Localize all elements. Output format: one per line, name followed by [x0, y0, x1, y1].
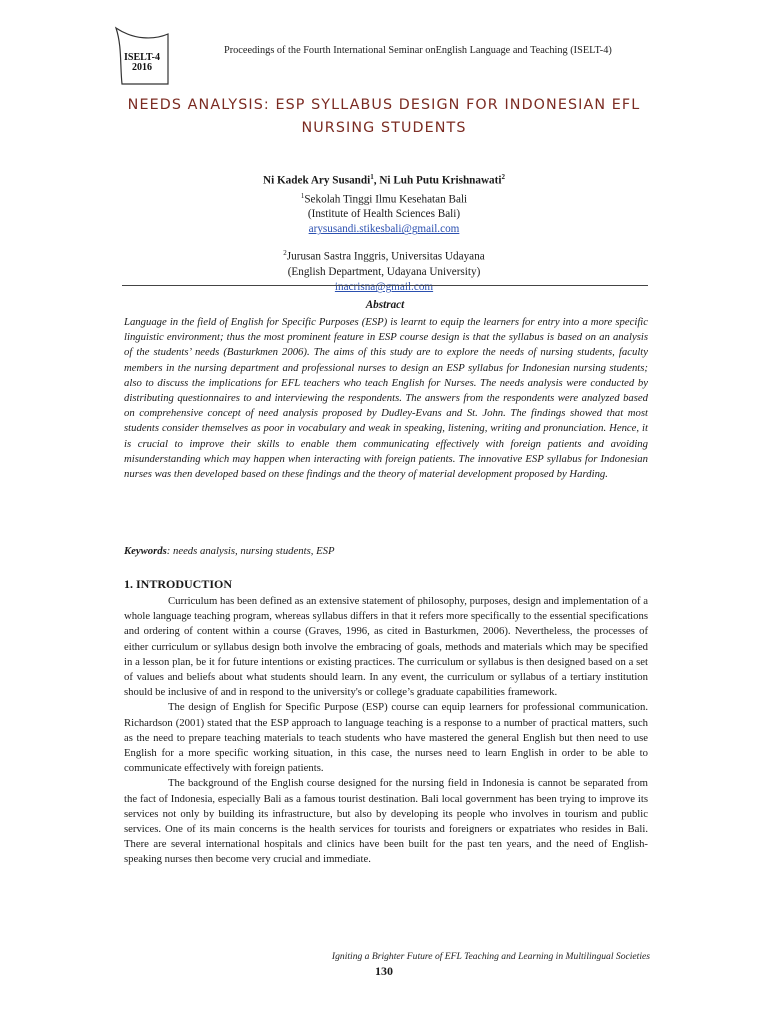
affiliation-1 — [120, 189, 648, 208]
affiliation-2-sup: 2 — [283, 249, 287, 258]
author-2-sup: 2 — [501, 173, 505, 181]
author-1-email-link[interactable]: arysusandi.stikesbali@gmail.com — [308, 223, 460, 236]
badge-line-2: 2016 — [132, 62, 152, 73]
abstract-text: Language in the field of English for Specific Purposes (ESP) is learnt to equip the learners for entry into a more specific linguistic environment; thus the most prominent feature in ESP course design is that the syllabus is based on an analysis of the students’ needs (Basturkmen 2006). The aims of this study are to explore the needs of nursing students, faculty members in the nursing department and professional nurses to design an ESP syllabus for Indonesian nursing students; also to discuss the implications for EFL teachers who teach English for Nurses. The needs analysis were conducted by distributing questionnaires to and interviewing the respondents. The answers from the respondents were analyzed based on comprehensive concept of need analysis proposed by Dudley-Evans and St. John. The findings showed that most students consider themselves as poor in vocabulary and weak in speaking, listening, writing and pronunciation. Hence, it is crucial to improve their skills to enable them communicating effectively with foreign patients and avoiding misunderstanding which may happen when interacting with foreign patients. The innovative ESP syllabus for Indonesian nurses was then developed based on these findings and the theory of material development proposed by Harding. — [124, 316, 648, 481]
author-2-name: Ni Luh Putu Krishnawati — [379, 174, 502, 187]
author-names — [120, 170, 648, 189]
keywords-label: Keywords — [124, 545, 167, 557]
introduction-body — [124, 594, 648, 868]
footer-tagline: Igniting a Brighter Future of EFL Teaching and Learning in Multilingual Societies — [331, 951, 650, 962]
affiliation-1-name: Sekolah Tinggi Ilmu Kesehatan Bali — [304, 193, 468, 206]
affiliation-2 — [120, 246, 648, 265]
affiliation-1-english: (Institute of Health Sciences Bali) — [307, 208, 461, 221]
title-line-2: NURSING STUDENTS — [301, 120, 467, 136]
paragraph: The design of English for Specific Purpose (ESP) course can equip learners for professional communication. Richardson (2001) stated that the ESP approach to language teaching is a response to a number of practical matters, such as the need to prepare teaching materials to teach students who have mastered the general English but then need to use English for a more specific working situation, in this case, the nurses need to learn English in order to be able to communicate effectively with foreign patients. — [124, 701, 648, 775]
affiliation-2-name: Jurusan Sastra Inggris, Universitas Udayana — [286, 251, 485, 264]
proceedings-header: Proceedings of the Fourth International Seminar onEnglish Language and Teaching (ISELT-4) — [224, 45, 612, 56]
author-1-sup: 1 — [370, 173, 374, 181]
abstract-heading: Abstract — [365, 299, 405, 311]
badge-line-1: ISELT-4 — [124, 52, 160, 63]
conference-badge — [114, 26, 170, 88]
keywords — [124, 545, 648, 557]
affiliation-1-sup: 1 — [300, 191, 305, 200]
title-line-1: NEEDS ANALYSIS: ESP SYLLABUS DESIGN FOR INDONESIAN EFL — [127, 97, 641, 113]
section-heading-introduction: 1. INTRODUCTION — [124, 577, 233, 591]
author-2-email-link[interactable]: inacrisna@gmail.com — [334, 281, 434, 294]
divider-rule — [122, 285, 648, 286]
author-1-name: Ni Kadek Ary Susandi — [262, 174, 371, 187]
author-block — [120, 170, 648, 295]
author-separator: , — [373, 174, 380, 187]
paper-title — [100, 94, 668, 140]
badge-text — [114, 53, 170, 73]
paragraph: The background of the English course designed for the nursing field in Indonesia is cannot be separated from the fact of Indonesia, especially Bali as a famous tourist destination. Bali local government has been trying to improve its services not only by building its infrastructure, but also by developing its people who involves in tourism and public services. One of its main concerns is the health services for tourists and foreigners or expatriates who resides in Bali. There are several international hospitals and clinics have been built for the past ten years, and the need of English-speaking nurses then become very crucial and immediate. — [124, 777, 648, 866]
page-number: 130 — [375, 964, 393, 978]
affiliation-2-english: (English Department, Udayana University) — [287, 266, 481, 279]
paragraph: Curriculum has been defined as an extensive statement of philosophy, purposes, design and implementation of a whole language teaching program, whereas syllabus differs in that it refers more specifically to the essential specifications and ordering of content within a course (Graves, 1996, as cited in Basturkmen, 2006). Nevertheless, the processes of either curriculum or syllabus design both involve the embracing of goals, methods and materials which may be specified in a lesson plan, be it for future intentions or existing practices. The curriculum or syllabus is then designed based on a set of values and beliefs about what students should learn. In any event, the curriculum or syllabus of a tertiary institution should be inclusive of and in respond to the university's or college’s graduate capabilities framework. — [124, 595, 648, 699]
keywords-text: : needs analysis, nursing students, ESP — [166, 545, 335, 557]
